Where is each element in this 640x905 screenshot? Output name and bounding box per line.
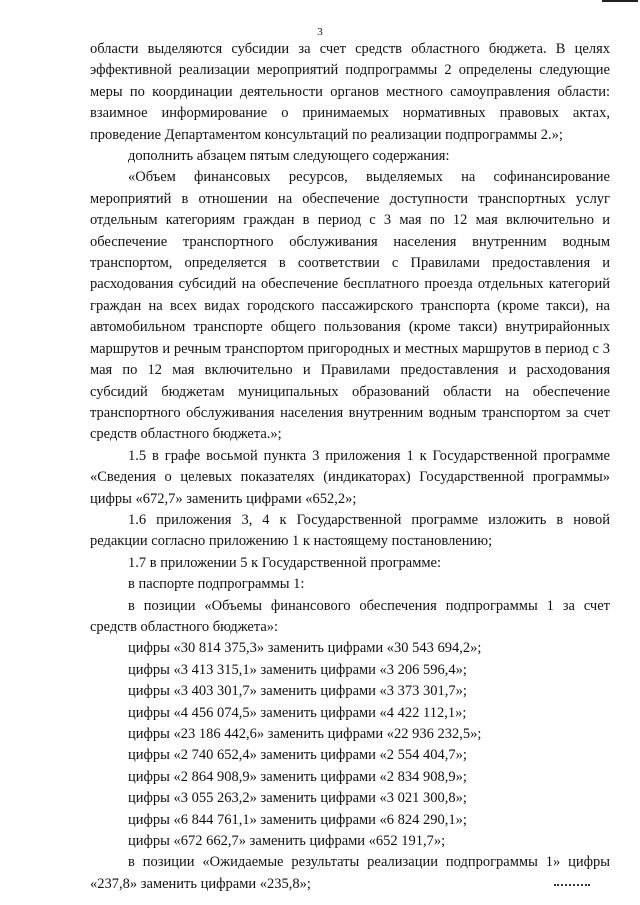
paragraph-add-fifth: дополнить абзацем пятым следующего содержания: xyxy=(128,148,450,165)
paragraph-expected-results: в позиции «Ожидаемые результаты реализации подпрограммы 1» цифры «237,8» заменить цифрами «235,8»; xyxy=(90,854,610,892)
paragraph-position-volumes: в позиции «Объемы финансового обеспечения подпрограммы 1 за счет средств областного бюджета»: xyxy=(90,597,610,635)
document-body xyxy=(90,39,610,895)
scan-bottom-mark xyxy=(554,884,590,889)
paragraph-item-1-6: 1.6 приложения 3, 4 к Государственной программе изложить в новой редакции согласно приложению 1 к настоящему постановлению; xyxy=(90,511,610,550)
replacement-line: цифры «30 814 375,3» заменить цифрами «30 543 694,2»; xyxy=(128,640,482,657)
replacement-line: цифры «6 844 761,1» заменить цифрами «6 824 290,1»; xyxy=(128,811,467,828)
replacement-line: цифры «4 456 074,5» заменить цифрами «4 422 112,1»; xyxy=(128,704,467,721)
replacement-line: цифры «2 740 652,4» заменить цифрами «2 554 404,7»; xyxy=(128,747,467,764)
scan-corner-mark xyxy=(602,0,638,8)
replacement-line: цифры «3 413 315,1» заменить цифрами «3 206 596,4»; xyxy=(128,661,467,678)
paragraph-subsidies-end: области выделяются субсидии за счет средств областного бюджета. В целях эффективной реализации мероприятий подпрограммы 2 определены следующие меры по координации деятельности органов местного самоуправления области: взаимное информирование о принимаемых нормативных правовых актах, проведение Департаментом консультаций по реализации подпрограммы 2.»; xyxy=(90,41,610,143)
replacement-line: цифры «2 864 908,9» заменить цифрами «2 834 908,9»; xyxy=(128,768,467,785)
paragraph-item-1-5: 1.5 в графе восьмой пункта 3 приложения 1 к Государственной программе «Сведения о целевых показателях (индикаторах) Государственной программы» цифры «672,7» заменить цифрами «652,2»; xyxy=(90,447,610,507)
replacement-line: цифры «3 403 301,7» заменить цифрами «3 373 301,7»; xyxy=(128,683,467,700)
paragraph-passport: в паспорте подпрограммы 1: xyxy=(128,576,305,593)
replacement-line: цифры «672 662,7» заменить цифрами «652 191,7»; xyxy=(128,833,446,850)
paragraph-item-1-7: 1.7 в приложении 5 к Государственной программе: xyxy=(128,554,442,571)
page-number: 3 xyxy=(317,26,323,38)
replacement-line: цифры «23 186 442,6» заменить цифрами «22 936 232,5»; xyxy=(128,726,482,742)
paragraph-financial-resources: «Объем финансовых ресурсов, выделяемых на софинансирование мероприятий в отношении на обеспечение доступности транспортных услуг отдельным категориям граждан в период с 3 мая по 12 мая включительно и обеспечение транспортного обслуживания населения внутренним водным транспортом, определяется в соответствии с Правилами предоставления и расходования субсидий на обеспечение бесплатного проезда отдельных категорий граждан на всех видах городского пассажирского транспорта (кроме такси), на автомобильном транспорте общего пользования (кроме такси) внутрирайонных маршрутов и речным транспортом пригородных и местных маршрутов в период с 3 мая по 12 мая включительно и Правилами предоставления и расходования субсидий бюджетам муниципальных образований области на обеспечение транспортного обслуживания населения внутренним водным транспортом за счет средств областного бюджета.»; xyxy=(90,169,610,443)
replacement-line: цифры «3 055 263,2» заменить цифрами «3 021 300,8»; xyxy=(128,790,467,807)
